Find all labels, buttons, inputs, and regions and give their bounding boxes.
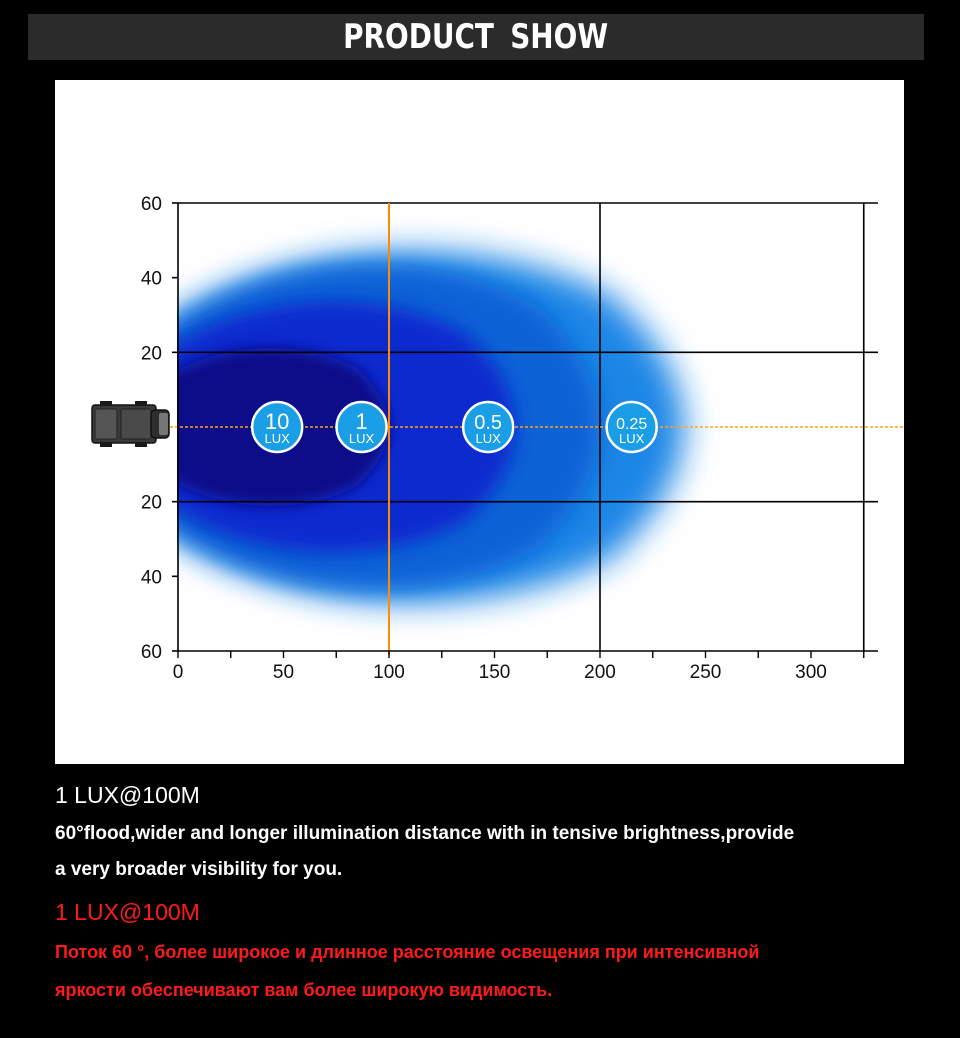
lux-marker-0_5 [463,402,513,452]
header-bar [28,14,924,60]
y-tick-label: 60 [140,194,162,215]
x-tick-label: 250 [689,662,722,683]
x-tick-label: 0 [172,662,184,683]
y-tick-label: 40 [140,567,162,589]
en-description-line-1: 60°flood,wider and longer illumination distance with in tensive brightness,provide [55,823,795,844]
lux-marker-value: 0.25 [616,416,648,433]
lux-marker-1 [337,402,387,452]
page-title: PRODUCT SHOW [343,17,609,57]
ru-description-line-1: Поток 60 °, более широкое и длинное расстояние освещения при интенсивной [55,942,760,962]
ru-heading: 1 LUX@100M [55,899,200,925]
x-tick-label: 300 [795,662,827,683]
truck-icon [92,401,169,447]
x-tick-label: 200 [584,662,616,683]
lux-marker-unit: LUX [619,431,645,446]
lux-marker-value: 10 [264,409,290,434]
ru-description-line-2: яркости обеспечивают вам более широкую видимость. [55,980,553,1000]
y-tick-label: 60 [140,642,162,663]
lux-marker-unit: LUX [475,431,501,446]
x-tick-label: 50 [272,662,295,683]
beam-pattern-chart [55,80,904,764]
y-tick-label: 20 [140,343,162,365]
en-description-line-2: a very broader visibility for you. [55,859,343,880]
y-tick-label: 20 [140,492,162,514]
lux-marker-10 [252,402,302,452]
beam-chart-svg [55,80,904,764]
x-tick-label: 100 [373,662,405,683]
lux-marker-0_25 [607,402,657,452]
lux-marker-value: 1 [355,409,368,434]
x-tick-label: 150 [478,662,511,683]
y-tick-label: 40 [140,268,162,290]
lux-marker-unit: LUX [348,431,375,446]
lux-marker-unit: LUX [264,431,290,446]
en-heading: 1 LUX@100M [55,782,200,808]
lux-marker-value: 0.5 [474,412,503,434]
